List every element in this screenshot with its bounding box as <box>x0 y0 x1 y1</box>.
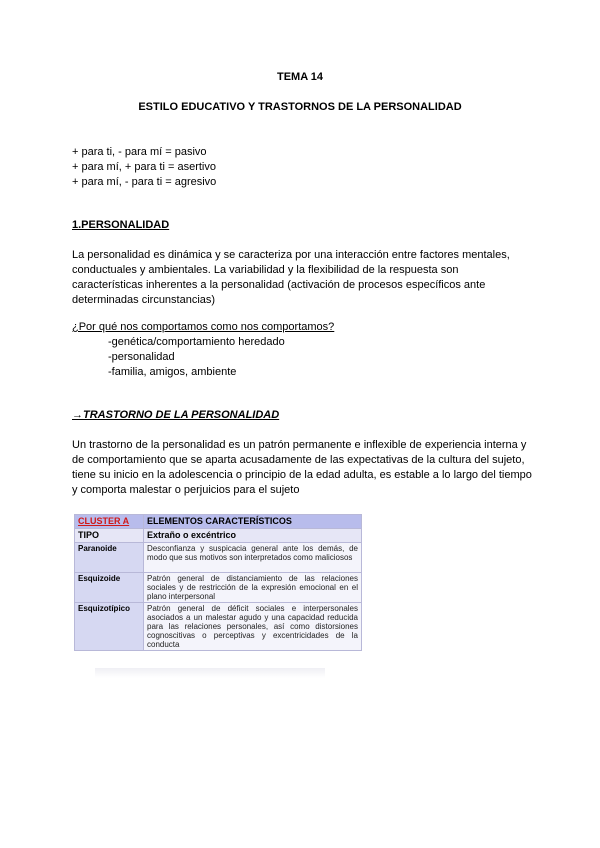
table-reflection <box>95 668 325 678</box>
list-item: -familia, amigos, ambiente <box>108 366 237 378</box>
list-item: -personalidad <box>108 351 175 363</box>
formula-line: + para mí, + para ti = asertivo <box>72 161 216 173</box>
personalidad-paragraph: La personalidad es dinámica y se caracteriza por una interacción entre factores mentales, conductuales y ambientales. La variabilidad y la flexibilidad de la respuesta son características inherentes a la personalidad (activación de procesos específicos ante determinadas circunstancias) <box>72 249 510 306</box>
table-row <box>75 573 362 603</box>
section-heading-personalidad: 1.PERSONALIDAD <box>72 219 170 231</box>
disorder-type: Esquizotípico <box>75 603 144 651</box>
table-header-cluster: CLUSTER A <box>75 515 144 529</box>
disorder-description: Desconfianza y suspicacia general ante los demás, de modo que sus motivos son interpretados como maliciosos <box>144 543 362 573</box>
disorder-description: Patrón general de déficit sociales e interpersonales asociados a un malestar agudo y una capacidad reducida para las relaciones personales, así como distorsiones cognoscitivas o perceptivas y excentricidades de la conducta <box>144 603 362 651</box>
table-row <box>75 543 362 573</box>
table-tipo-row <box>75 529 362 543</box>
table-header-row <box>75 515 362 529</box>
disorder-description: Patrón general de distanciamiento de las relaciones sociales y de restricción de la expresión emocional en el plano interpersonal <box>144 573 362 603</box>
table-tipo-value: Extraño o excéntrico <box>144 529 362 543</box>
table-row <box>75 603 362 651</box>
trastorno-paragraph: Un trastorno de la personalidad es un patrón permanente e inflexible de experiencia interna y de comportamiento que se aparta acusadamente de las expectativas de la cultura del sujeto, tiene su inicio en la adolescencia o principio de la edad adulta, es estable a lo largo del tiempo y comporta malestar o perjuicios para el sujeto <box>72 439 532 496</box>
factor-list <box>108 335 285 380</box>
page-title: TEMA 14 <box>276 71 324 83</box>
formula-line: + para ti, - para mí = pasivo <box>72 146 207 158</box>
page-subtitle: ESTILO EDUCATIVO Y TRASTORNOS DE LA PERSONALIDAD <box>138 101 462 113</box>
section-heading-trastorno: →TRASTORNO DE LA PERSONALIDAD <box>72 409 280 421</box>
cluster-a-table <box>74 514 362 651</box>
disorder-type: Esquizoide <box>75 573 144 603</box>
formula-line: + para mí, - para ti = agresivo <box>72 176 217 188</box>
disorder-type: Paranoide <box>75 543 144 573</box>
table-header-elements: ELEMENTOS CARACTERÍSTICOS <box>144 515 362 529</box>
behavior-question: ¿Por qué nos comportamos como nos comportamos? <box>72 321 335 333</box>
list-item: -genética/comportamiento heredado <box>108 336 285 348</box>
table-tipo-label: TIPO <box>75 529 144 543</box>
formula-list <box>72 145 216 190</box>
